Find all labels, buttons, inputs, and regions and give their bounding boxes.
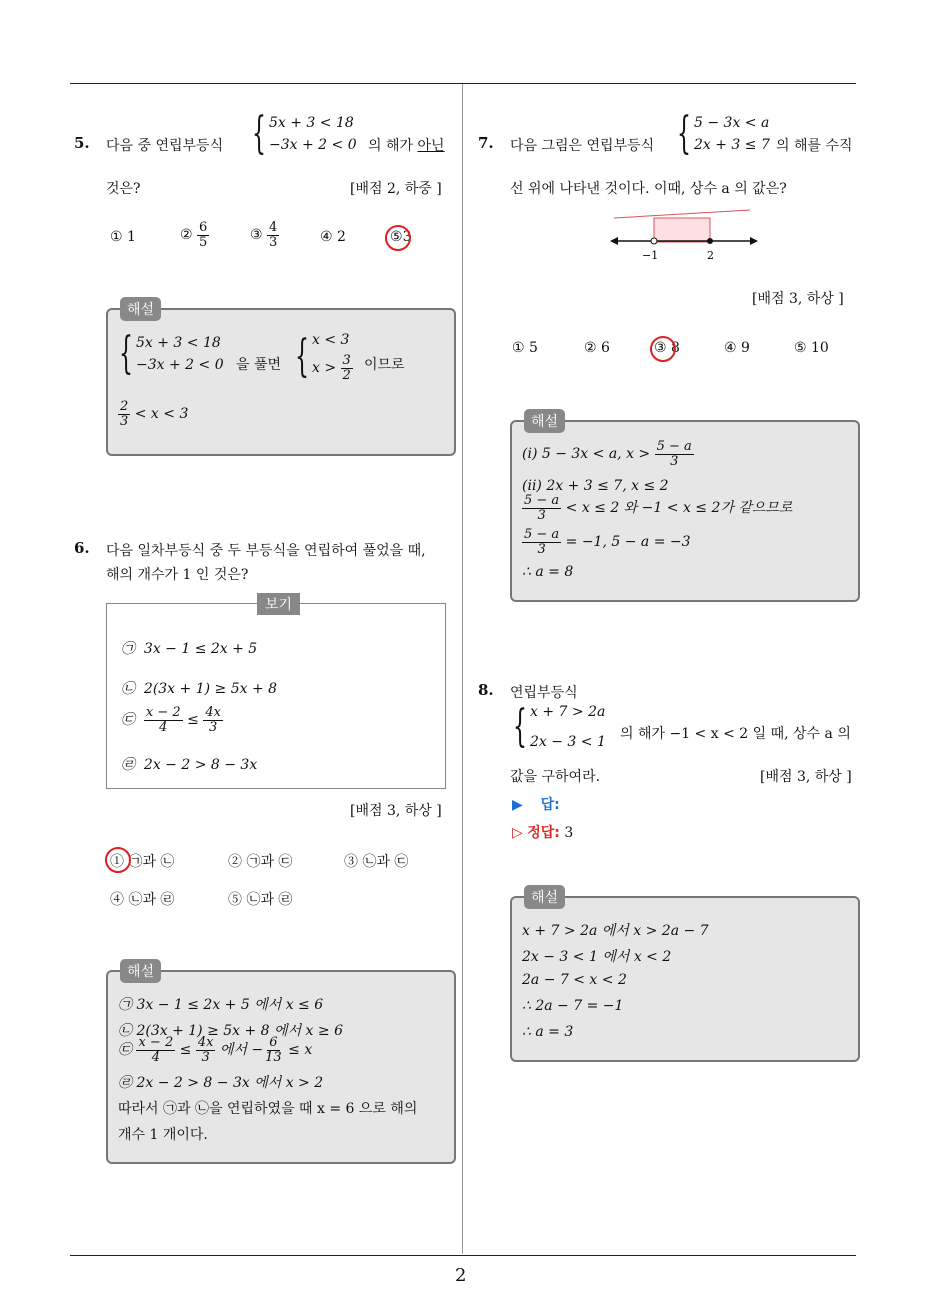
q6-bogi-4: ㉣ 2x − 2 > 8 − 3x	[121, 757, 258, 773]
q6-bogi-3: ㉢ $\frac{x - 2}{4}$ ≤ $\frac{4x}{3}$	[121, 705, 221, 735]
q7-answer-circle	[650, 336, 676, 362]
q7-system: { 5 − 3x < a 2x + 3 ≤ 7	[677, 108, 770, 159]
q8-sol-line4: ∴ 2a − 7 = −1	[522, 998, 624, 1014]
q5-choice-4[interactable]: ④ 2	[320, 229, 346, 245]
q5-sol-end: 이므로	[364, 357, 405, 373]
q7-solution-tag: 해설	[524, 409, 565, 433]
q7-prefix: 다음 그림은 연립부등식	[510, 138, 655, 154]
q8-prefix: 연립부등식	[510, 685, 578, 701]
q7-choice-3[interactable]: ③ 8	[654, 340, 680, 356]
q7-open-point	[651, 238, 657, 244]
q8-sol-line5: ∴ a = 3	[522, 1024, 574, 1040]
page-number: 2	[455, 1265, 467, 1286]
q7-axis-label-1: −1	[642, 249, 659, 262]
q6-bogi-1: ㉠ 3x − 1 ≤ 2x + 5	[121, 641, 258, 657]
q5-choice-2[interactable]: ② $\frac{6}{5}$	[180, 220, 208, 250]
q7-axis-arrow-right	[750, 237, 758, 245]
top-rule	[70, 83, 856, 84]
q5-sys-line1: 5x + 3 < 18	[269, 115, 354, 131]
q8-solution-box	[510, 890, 860, 1062]
q8-answer-arrow-icon: ▶	[512, 797, 523, 813]
q6-line2: 해의 개수가 1 인 것은?	[106, 567, 249, 583]
q5-suffix: 의 해가 아닌	[368, 138, 445, 154]
q5-choice-1[interactable]: ① 1	[110, 229, 136, 245]
q6-solution-tag: 해설	[120, 959, 161, 983]
q6-choice-2[interactable]: ② ㉠과 ㉢	[228, 854, 293, 870]
q8-answer-row	[512, 794, 560, 814]
q7-sys-line2: 2x + 3 ≤ 7	[694, 137, 770, 153]
q6-choice-4[interactable]: ④ ㉡과 ㉣	[110, 892, 175, 908]
q5-choice-3[interactable]: ③ $\frac{4}{3}$	[250, 220, 278, 250]
q7-sol-line1: (ⅰ) 5 − 3x < a, x > $\frac{5 - a}{3}$	[522, 439, 692, 469]
q7-sys-line1: 5 − 3x < a	[694, 115, 770, 131]
q7-sol-line3: $\frac{5 - a}{3}$ < x ≤ 2 와 −1 < x ≤ 2가 같으므로	[524, 493, 793, 523]
q5-system: { 5x + 3 < 18 −3x + 2 < 0	[252, 108, 357, 159]
q6-bogi-2: ㉡ 2(3x + 1) ≥ 5x + 8	[121, 681, 278, 697]
q6-choice-1[interactable]: ① ㉠과 ㉡	[110, 854, 175, 870]
q5-sol-mid: 을 풀면	[236, 357, 282, 373]
q6-bogi-tag: 보기	[257, 593, 300, 615]
q7-line2: 선 위에 나타낸 것이다. 이때, 상수 a 의 값은?	[510, 181, 787, 197]
q7-range-region	[654, 218, 710, 242]
q5-sol-system1: { 5x + 3 < 18 −3x + 2 < 0	[119, 328, 224, 379]
q8-correct-row	[512, 822, 573, 842]
q8-sys-line2: 2x − 3 < 1	[530, 734, 606, 750]
q6-solution-box	[106, 964, 456, 1164]
q5-number: 5.	[74, 134, 90, 152]
q6-bogi-box	[106, 597, 446, 789]
q7-upper-arrow	[614, 210, 750, 218]
q5-prefix: 다음 중 연립부등식	[106, 138, 224, 154]
q6-sol-line5: 따라서 ㉠과 ㉡을 연립하였을 때 x = 6 으로 해의	[118, 1101, 418, 1117]
q7-choice-2[interactable]: ② 6	[584, 340, 610, 356]
q8-points: [배점 3, 하상 ]	[760, 769, 852, 785]
q7-axis-label-2: 2	[707, 249, 714, 262]
q7-choice-5[interactable]: ⑤ 10	[794, 340, 829, 356]
q6-sol-line6: 개수 1 개이다.	[118, 1127, 208, 1143]
q6-sol-line2: ㉡ 2(3x + 1) ≥ 5x + 8 에서 x ≥ 6	[118, 1023, 343, 1039]
q5-sol-final: $\frac{2}{3}$ < x < 3	[120, 399, 189, 429]
q8-sol-line1: x + 7 > 2a 에서 x > 2a − 7	[522, 923, 709, 939]
q8-suffix: 의 해가 −1 < x < 2 일 때, 상수 a 의	[620, 726, 851, 742]
q5-cont: 것은?	[106, 181, 141, 197]
q6-line1: 다음 일차부등식 중 두 부등식을 연립하여 풀었을 때,	[106, 543, 426, 559]
q5-solution-tag: 해설	[120, 297, 161, 321]
q8-correct-value: 3	[564, 825, 574, 841]
q7-sol-line2: (ⅱ) 2x + 3 ≤ 7, x ≤ 2	[522, 478, 669, 494]
q5-choice-5[interactable]: ⑤3	[390, 229, 412, 245]
q8-sys-line1: x + 7 > 2a	[530, 704, 606, 720]
q7-number: 7.	[478, 134, 494, 152]
q8-correct-label: 정답:	[527, 825, 560, 841]
q6-sol-line3: ㉢ $\frac{x - 2}{4}$ ≤ $\frac{4x}{3}$ 에서 − $\frac{6}{13}$ ≤ x	[118, 1035, 313, 1065]
q7-choice-1[interactable]: ① 5	[512, 340, 538, 356]
q6-sol-line4: ㉣ 2x − 2 > 8 − 3x 에서 x > 2	[118, 1075, 324, 1091]
q8-cont: 값을 구하여라.	[510, 769, 601, 785]
q5-solution-box	[106, 302, 456, 456]
q8-solution-tag: 해설	[524, 885, 565, 909]
bottom-rule	[70, 1255, 856, 1256]
q7-points: [배점 3, 하상 ]	[752, 291, 844, 307]
q8-number: 8.	[478, 681, 494, 699]
q7-choice-4[interactable]: ④ 9	[724, 340, 750, 356]
q7-sol-line4: $\frac{5 - a}{3}$ = −1, 5 − a = −3	[524, 527, 691, 557]
q8-correct-arrow-icon: ▷	[512, 825, 523, 841]
q6-points: [배점 3, 하상 ]	[350, 803, 442, 819]
q8-system: { x + 7 > 2a 2x − 3 < 1	[513, 701, 606, 752]
q7-closed-point	[707, 238, 713, 244]
q8-answer-label: 답:	[540, 797, 560, 813]
q5-underlined: 아닌	[417, 138, 445, 154]
q5-sys-line2: −3x + 2 < 0	[269, 137, 357, 153]
column-divider	[462, 84, 463, 1254]
q8-sol-line2: 2x − 3 < 1 에서 x < 2	[522, 949, 672, 965]
q8-sol-line3: 2a − 7 < x < 2	[522, 972, 627, 988]
q7-suffix: 의 해를 수직	[776, 138, 853, 154]
q6-choice-3[interactable]: ③ ㉡과 ㉢	[344, 854, 409, 870]
q6-choice-5[interactable]: ⑤ ㉡과 ㉣	[228, 892, 293, 908]
q5-answer-circle	[385, 225, 411, 251]
q7-solution-box	[510, 414, 860, 602]
q7-sol-line5: ∴ a = 8	[522, 564, 574, 580]
q6-sol-line1: ㉠ 3x − 1 ≤ 2x + 5 에서 x ≤ 6	[118, 997, 324, 1013]
q7-axis-arrow-left	[610, 237, 618, 245]
q5-points: [배점 2, 하중 ]	[350, 181, 442, 197]
q6-number: 6.	[74, 539, 90, 557]
q7-number-line-figure	[600, 200, 770, 266]
q5-sol-system2: { x < 3 x > $\frac{3}{2}$	[295, 331, 351, 383]
q6-answer-circle	[105, 847, 131, 873]
